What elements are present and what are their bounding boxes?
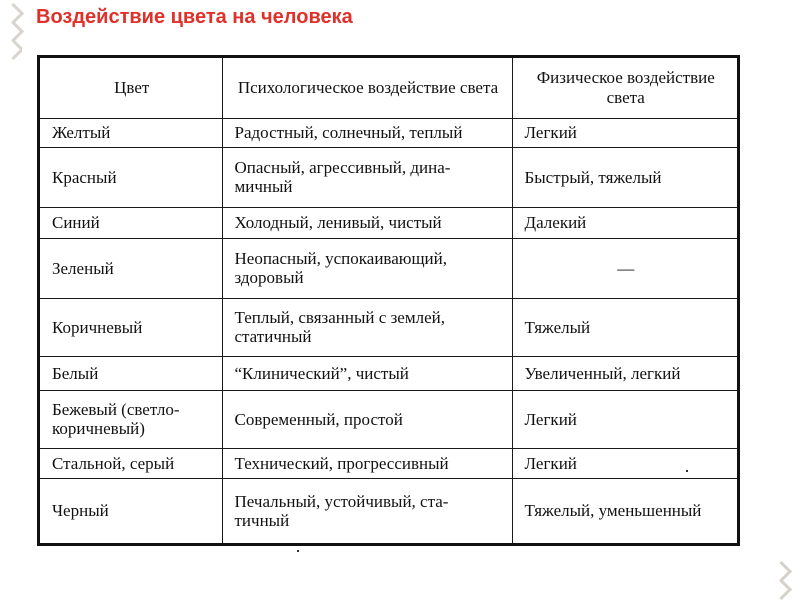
cell-color: Желтый bbox=[40, 118, 222, 147]
table-row bbox=[40, 207, 737, 238]
table-header-row bbox=[40, 58, 737, 118]
cell-psychological: Современный, простой bbox=[222, 390, 512, 448]
cell-physical: Легкий bbox=[512, 390, 737, 448]
cell-color: Коричневый bbox=[40, 298, 222, 356]
chevron-down-icon bbox=[2, 38, 24, 60]
scanned-table-image bbox=[22, 45, 755, 556]
cell-physical: Легкий bbox=[512, 448, 737, 478]
table-row bbox=[40, 356, 737, 390]
cell-color: Черный bbox=[40, 478, 222, 543]
cell-psychological: Теплый, связанный с землей, статичный bbox=[222, 298, 512, 356]
cell-color: Зеленый bbox=[40, 238, 222, 298]
cell-physical: Тяжелый bbox=[512, 298, 737, 356]
cell-physical: Тяжелый, уменьшенный bbox=[512, 478, 737, 543]
corner-decoration-bottom-right bbox=[770, 560, 792, 596]
table-row bbox=[40, 298, 737, 356]
cell-color: Белый bbox=[40, 356, 222, 390]
cell-psychological: Холодный, ленивый, чистый bbox=[222, 207, 512, 238]
table-row bbox=[40, 147, 737, 207]
cell-physical: Быстрый, тяжелый bbox=[512, 147, 737, 207]
table-row bbox=[40, 478, 737, 543]
scan-speck bbox=[297, 550, 299, 552]
header-color: Цвет bbox=[40, 58, 222, 118]
cell-psychological: Технический, прогрессивный bbox=[222, 448, 512, 478]
header-psychological: Психологическое воздействие света bbox=[222, 58, 512, 118]
table-row bbox=[40, 448, 737, 478]
cell-color: Стальной, серый bbox=[40, 448, 222, 478]
cell-physical: Увеличенный, легкий bbox=[512, 356, 737, 390]
table-row bbox=[40, 390, 737, 448]
scan-speck bbox=[686, 470, 688, 472]
color-effect-table bbox=[40, 58, 737, 543]
cell-psychological: “Клинический”, чистый bbox=[222, 356, 512, 390]
table-frame bbox=[37, 55, 740, 546]
cell-physical: — bbox=[512, 238, 737, 298]
corner-decoration-top-left bbox=[2, 2, 24, 56]
cell-psychological: Печальный, устойчивый, ста-тичный bbox=[222, 478, 512, 543]
cell-psychological: Радостный, солнечный, теплый bbox=[222, 118, 512, 147]
cell-psychological: Неопасный, успокаивающий, здоровый bbox=[222, 238, 512, 298]
header-physical: Физическое воздействие света bbox=[512, 58, 737, 118]
slide-title: Воздействие цвета на человека bbox=[36, 6, 353, 28]
table-row bbox=[40, 238, 737, 298]
cell-psychological: Опасный, агрессивный, дина-мичный bbox=[222, 147, 512, 207]
cell-color: Бежевый (светло-коричневый) bbox=[40, 390, 222, 448]
chevron-down-icon bbox=[770, 578, 792, 600]
cell-physical: Легкий bbox=[512, 118, 737, 147]
cell-color: Красный bbox=[40, 147, 222, 207]
table-row bbox=[40, 118, 737, 147]
cell-physical: Далекий bbox=[512, 207, 737, 238]
cell-color: Синий bbox=[40, 207, 222, 238]
